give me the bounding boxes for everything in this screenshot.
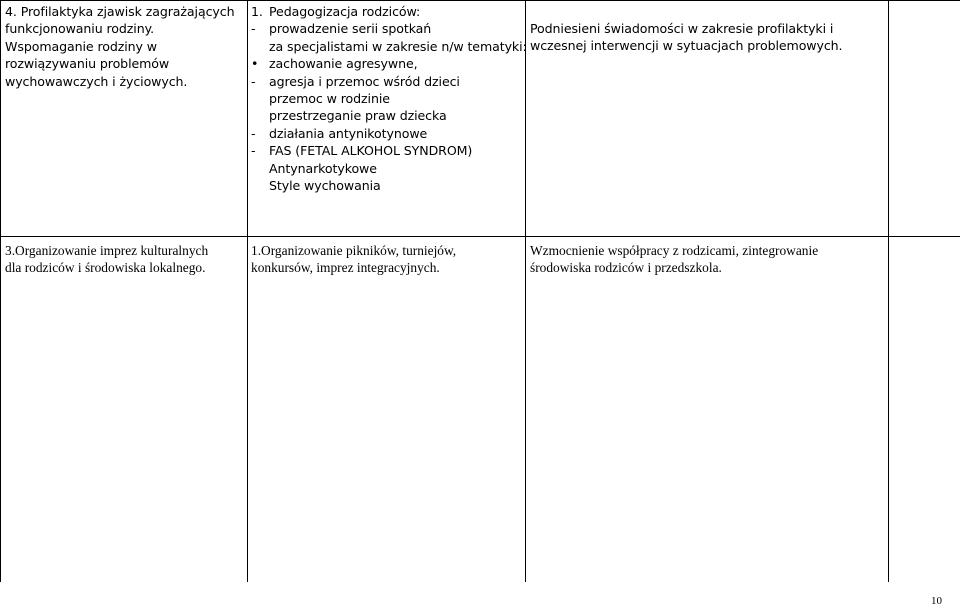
row2-activity-line: 3.Organizowanie imprez kulturalnych	[5, 243, 209, 258]
task-text: działania antynikotynowe	[269, 125, 428, 141]
list-marker: -	[251, 143, 256, 159]
row1-tasks-cell	[251, 3, 527, 194]
task-text: Pedagogizacja rodziców:	[269, 4, 421, 19]
task-text: FAS (FETAL ALKOHOL SYNDROM)	[269, 143, 473, 159]
row1-activity-line: rozwiązywaniu problemów	[5, 56, 170, 72]
task-text: za specjalistami w zakresie n/w tematyki:	[269, 38, 527, 54]
task-text: Style wychowania	[269, 178, 381, 194]
list-marker: •	[251, 56, 259, 72]
row2-task-line: konkursów, imprez integracyjnych.	[251, 260, 440, 276]
row2-activity-cell	[5, 242, 208, 277]
list-marker: 1.	[251, 4, 263, 19]
row1-activity-line: wychowawczych i życiowych.	[5, 73, 188, 89]
list-marker: -	[251, 125, 256, 141]
task-text: agresja i przemoc wśród dzieci	[269, 73, 460, 89]
task-text: zachowanie agresywne,	[269, 56, 418, 72]
row2-tasks-cell	[251, 242, 456, 277]
list-marker: -	[251, 73, 256, 89]
row2-outcome-line: Wzmocnienie współpracy z rodzicami, zintegrowanie	[530, 243, 819, 258]
row1-activity-line: 4. Profilaktyka zjawisk zagrażających	[5, 4, 235, 19]
task-text: przestrzeganie praw dziecka	[269, 108, 447, 124]
page-number: 10	[931, 595, 942, 607]
row1-outcome-line: wczesnej interwencji w sytuacjach problemowych.	[530, 38, 843, 54]
row2-activity-line: dla rodziców i środowiska lokalnego.	[5, 260, 206, 276]
task-line	[251, 177, 527, 194]
task-line	[251, 3, 527, 20]
column-divider-1	[247, 0, 248, 582]
row1-activity-line: funkcjonowaniu rodziny.	[5, 21, 155, 37]
list-marker: -	[251, 21, 256, 37]
task-line	[251, 55, 527, 72]
task-text: prowadzenie serii spotkań	[269, 21, 432, 37]
row2-outcome-cell	[530, 242, 818, 277]
table-left-border	[0, 0, 1, 582]
task-text: Antynarkotykowe	[269, 160, 377, 176]
column-divider-3	[888, 0, 889, 582]
task-line	[251, 20, 527, 37]
row1-outcome-line: Podniesieni świadomości w zakresie profilaktyki i	[530, 21, 834, 36]
row2-task-line: 1.Organizowanie pikników, turniejów,	[251, 243, 457, 258]
task-line	[251, 73, 527, 90]
task-line	[251, 160, 527, 177]
task-line	[251, 125, 527, 142]
row1-activity-cell	[5, 3, 234, 90]
task-line	[251, 38, 527, 55]
row2-outcome-line: środowiska rodziców i przedszkola.	[530, 260, 722, 276]
row1-outcome-cell	[530, 20, 842, 55]
table-top-border	[0, 0, 960, 1]
task-line	[251, 107, 527, 124]
task-text: przemoc w rodzinie	[269, 91, 390, 107]
row1-activity-line: Wspomaganie rodziny w	[5, 38, 157, 54]
task-line	[251, 90, 527, 107]
task-line	[251, 142, 527, 159]
row-divider	[0, 236, 960, 237]
